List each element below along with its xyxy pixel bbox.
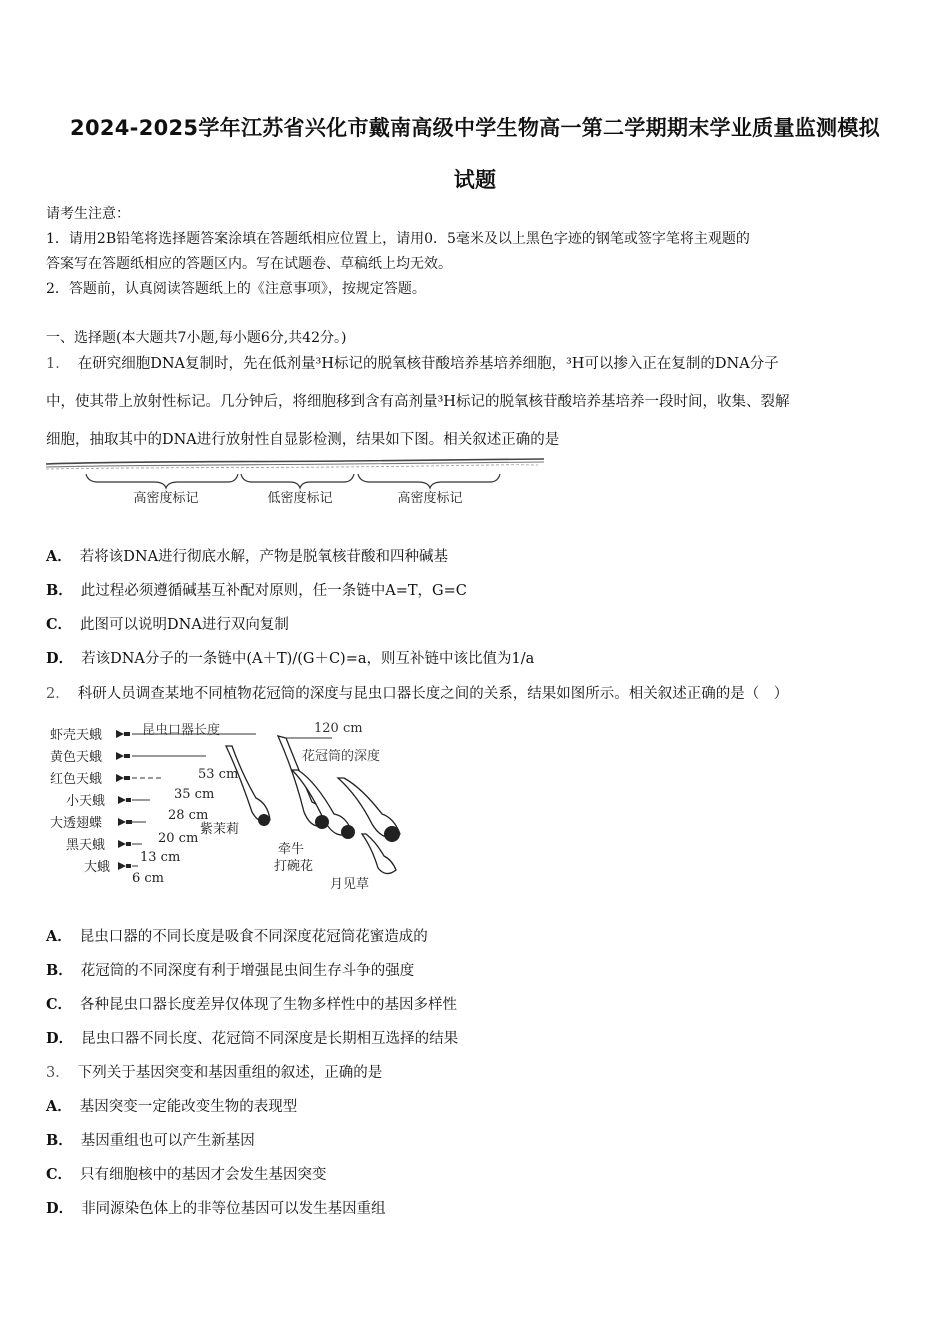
notice-item-1: 1．请用2B铅笔将选择题答案涂填在答题纸相应位置上，请用0．5毫米及以上黑色字迹的钢笔或签字笔将主观题的 bbox=[46, 231, 750, 247]
brace-middle bbox=[241, 474, 354, 488]
q3-option-d: D． 非同源染色体上的非等位基因可以发生基因重组 bbox=[46, 1200, 386, 1217]
page-title-continued: 试题 bbox=[453, 168, 497, 192]
flower-bud-icon bbox=[315, 815, 329, 829]
label-high-density-right: 高密度标记 bbox=[397, 491, 463, 506]
corolla-depth-label: 花冠筒的深度 bbox=[302, 749, 381, 764]
notice-item-2: 2．答题前，认真阅读答题纸上的《注意事项》，按规定答题。 bbox=[46, 281, 426, 297]
moth-icon bbox=[118, 862, 131, 870]
flower-bud-icon bbox=[384, 826, 400, 842]
question-number: 2． bbox=[46, 686, 70, 702]
length-35cm: 35 cm bbox=[174, 787, 215, 802]
moth-icon bbox=[116, 730, 130, 738]
plant-label: 紫茉莉 bbox=[200, 822, 240, 837]
moth-icon bbox=[118, 840, 131, 848]
moth-icon bbox=[116, 774, 130, 782]
flower-icon bbox=[226, 746, 270, 822]
q1-option-a: A． 若将该DNA进行彻底水解，产物是脱氧核苷酸和四种碱基 bbox=[46, 548, 449, 565]
brace-right bbox=[358, 474, 500, 488]
q2-option-c: C． 各种昆虫口器长度差异仅体现了生物多样性中的基因多样性 bbox=[46, 996, 458, 1013]
q3-option-a: A． 基因突变一定能改变生物的表现型 bbox=[46, 1098, 298, 1115]
question-1-line-3: 细胞，抽取其中的DNA进行放射性自显影检测，结果如下图。相关叙述正确的是 bbox=[46, 432, 560, 448]
length-20cm: 20 cm bbox=[158, 831, 199, 846]
insect-label: 大蛾 bbox=[84, 860, 111, 875]
insect-label: 虾壳天蛾 bbox=[50, 728, 103, 743]
notice-heading: 请考生注意： bbox=[46, 206, 130, 222]
notice-item-1-continued: 答案写在答题纸相应的答题区内。写在试题卷、草稿纸上均无效。 bbox=[46, 256, 452, 272]
proboscis-length-label: 昆虫口器长度 bbox=[142, 723, 221, 738]
moth-icon bbox=[118, 796, 131, 804]
q3-option-b: B． 基因重组也可以产生新基因 bbox=[46, 1132, 255, 1149]
q3-option-c: C． 只有细胞核中的基因才会发生基因突变 bbox=[46, 1166, 327, 1183]
insect-label: 红色天蛾 bbox=[50, 772, 103, 787]
question-number: 1． bbox=[46, 356, 70, 372]
insect-flower-figure bbox=[46, 716, 416, 894]
length-120cm: 120 cm bbox=[314, 721, 363, 736]
length-6cm: 6 cm bbox=[132, 871, 165, 886]
question-1-stem bbox=[46, 352, 779, 373]
q2-option-b: B． 花冠筒的不同深度有利于增强昆虫间生存斗争的强度 bbox=[46, 962, 415, 979]
moth-icon bbox=[118, 818, 132, 826]
question-2-stem: 2． 科研人员调查某地不同植物花冠筒的深度与昆虫口器长度之间的关系，结果如图所示。相关叙述正确的是（ ） bbox=[46, 686, 789, 702]
section-heading: 一、选择题(本大题共7小题,每小题6分,共42分。) bbox=[46, 330, 347, 346]
q1-option-c: C． 此图可以说明DNA进行双向复制 bbox=[46, 616, 289, 633]
insect-label: 小天蛾 bbox=[66, 794, 106, 809]
q2-option-d: D． 昆虫口器不同长度、花冠筒不同深度是长期相互选择的结果 bbox=[46, 1030, 459, 1047]
length-28cm: 28 cm bbox=[168, 808, 209, 823]
length-53cm: 53 cm bbox=[198, 767, 239, 782]
q1-option-d: D． 若该DNA分子的一条链中(A＋T)/(G＋C)=a，则互补链中该比值为1/a bbox=[46, 650, 535, 667]
insect-label: 黄色天蛾 bbox=[50, 750, 103, 765]
insect-label: 黑天蛾 bbox=[66, 838, 106, 853]
brace-left bbox=[86, 474, 238, 488]
question-1-line-1: 在研究细胞DNA复制时，先在低剂量³H标记的脱氧核苷酸培养基培养细胞，³H可以掺入正在复制的DNA分子 bbox=[77, 356, 779, 372]
dna-autoradiograph-figure bbox=[46, 456, 546, 512]
question-number: 3． bbox=[46, 1065, 70, 1081]
question-3-stem: 3． 下列关于基因突变和基因重组的叙述，正确的是 bbox=[46, 1065, 383, 1081]
page-title: 2024-2025学年江苏省兴化市戴南高级中学生物高一第二学期期末学业质量监测模拟 bbox=[70, 116, 880, 140]
length-13cm: 13 cm bbox=[140, 850, 181, 865]
q1-option-b: B． 此过程必须遵循碱基互补配对原则，任一条链中A=T，G=C bbox=[46, 582, 467, 599]
q2-option-a: A． 昆虫口器的不同长度是吸食不同深度花冠筒花蜜造成的 bbox=[46, 928, 428, 945]
insect-label: 大透翅蝶 bbox=[50, 816, 103, 831]
moth-icon bbox=[116, 752, 130, 760]
label-low-density: 低密度标记 bbox=[267, 491, 333, 506]
flower-bud-icon bbox=[341, 825, 355, 839]
plant-label: 月见草 bbox=[330, 877, 370, 892]
plant-label: 打碗花 bbox=[274, 859, 314, 874]
label-high-density-left: 高密度标记 bbox=[133, 491, 199, 506]
flower-bud-icon bbox=[258, 814, 270, 826]
question-1-line-2: 中，使其带上放射性标记。几分钟后，将细胞移到含有高剂量³H标记的脱氧核苷酸培养基培养一段时间，收集、裂解 bbox=[46, 394, 790, 410]
plant-label: 牵牛 bbox=[278, 842, 305, 857]
